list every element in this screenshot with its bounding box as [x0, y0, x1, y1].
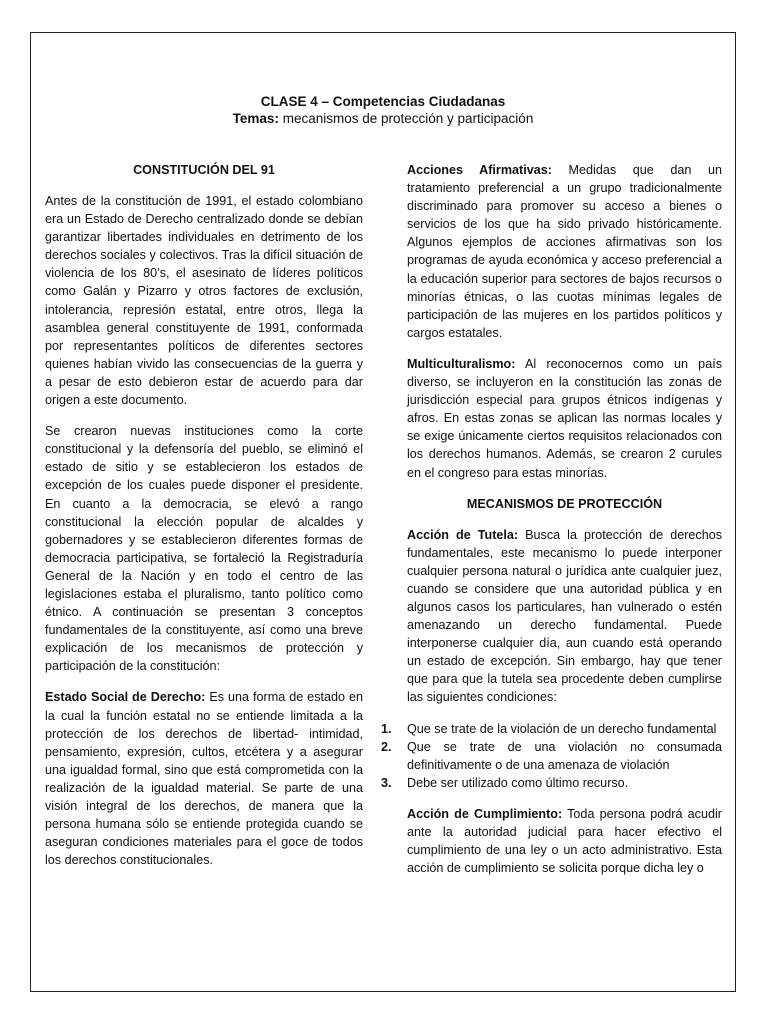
definition-acciones-afirmativas: Medidas que dan un tratamiento preferencial a un grupo tradicionalmente discriminado para promover su acceso a bienes o servicios de los que ha sido privado históricamente. Algunos ejemplos de acciones afirmativas son los programas de ayuda económica y acceso preferencial a la educación superior para sectores de bajos recursos o minorías étnicas, o las cuotas mínimas legales de participación de las mujeres en los partidos políticos y cargos estatales. [407, 163, 722, 340]
paragraph-acciones-afirmativas [407, 161, 722, 342]
right-column [381, 161, 722, 890]
definition-tutela: Busca la protección de derechos fundamentales, este mecanismo lo puede interponer cualquier persona natural o jurídica ante cualquier juez, cuando se considere que una autoridad pública y en algunos casos los particulares, han vulnerado o estén amenazando un derecho fundamental. Puede interponerse cualquier día, aun cuando está operando un estado de excepción. Sin embargo, hay que tener que para que la tutela sea procedente deben cumplirse las siguientes condiciones: [407, 527, 722, 705]
term-cumplimiento: Acción de Cumplimiento: [407, 806, 563, 821]
left-column [45, 161, 363, 882]
definition-estado-social: Es una forma de estado en la cual la función estatal no se entiende limitada a la protección de los derechos de libertad- intimidad, pensamiento, expresión, cultos, etcétera y a asegurar una igualdad formal, sino que está comprometida con la realización de la igualdad material. Se parte de una visión integral de los derechos, de manera que la persona humana sólo se entiende protegida cuando se aseguran condiciones materiales para el goce de todos los derechos constitucionales. [45, 690, 363, 868]
list-number: 1. [381, 721, 392, 736]
term-tutela: Acción de Tutela: [407, 527, 519, 542]
conditions-list [381, 720, 722, 792]
subtitle [31, 110, 735, 127]
document-page [30, 32, 736, 992]
page-title: CLASE 4 – Competencias Ciudadanas [260, 94, 506, 109]
paragraph-multiculturalismo [407, 355, 722, 482]
paragraph-intro: Antes de la constitución de 1991, el estado colombiano era un Estado de Derecho centralizado donde se debían garantizar libertades individuales en detrimento de los derechos sociales y colectivos. Tras la difícil situación de violencia de los 80’s, el asesinato de líderes políticos como Galán y Pizarro y otros factores de exclusión, intolerancia, represión estatal, entre otros, llega la asamblea general constituyente de 1991, conformada por representantes políticos de diferentes sectores quienes habían vivido las consecuencias de la guerra y a pesar de esto debieron estar de acuerdo para dar origen a este documento. [45, 194, 363, 408]
list-number: 3. [381, 775, 392, 790]
term-acciones-afirmativas: Acciones Afirmativas: [407, 163, 552, 177]
list-text: Que se trate de la violación de un derecho fundamental [407, 721, 717, 736]
term-multiculturalismo: Multiculturalismo: [407, 356, 516, 371]
list-number: 2. [381, 739, 392, 754]
paragraph-instituciones: Se crearon nuevas instituciones como la corte constitucional y la defensoría del pueblo, se eliminó el estado de sitio y se establecieron los estados de excepción de los cuales puede disponer el presidente. En cuanto a la democracia, se elevó a rango constitucional la elección popular de alcaldes y gobernadores y se establecieron diferentes formas de democracia participativa, se fortaleció la Registraduría General de la Nación y en todo el centro de las legislaciones estaba el pluralismo, tanto político como étnico. A continuación se presentan 3 conceptos fundamentales de la constituyente, así como una breve explicación de los mecanismos de protección y participación de la constitución: [45, 424, 363, 674]
list-item [381, 774, 722, 792]
document-header [31, 93, 735, 127]
paragraph-estado-social [45, 688, 363, 869]
section-heading-constitucion: CONSTITUCIÓN DEL 91 [133, 163, 275, 177]
list-text: Que se trate de una violación no consumada definitivamente o de una amenaza de violación [407, 739, 722, 772]
list-text: Debe ser utilizado como último recurso. [407, 775, 629, 790]
temas-label: Temas: [232, 111, 279, 126]
section-heading-mecanismos: MECANISMOS DE PROTECCIÓN [466, 496, 663, 511]
definition-cumplimiento: Toda persona podrá acudir ante la autoridad judicial para hacer efectivo el cumplimiento de una ley o un acto administrativo. Esta acción de cumplimiento se solicita porque dicha ley o [407, 806, 722, 876]
paragraph-tutela [407, 526, 722, 707]
definition-multiculturalismo: Al reconocernos como un país diverso, se incluyeron en la constitución las zonas de jurisdicción especial para grupos étnicos indígenas y afros. En estas zonas se aplican las normas locales y se exige únicamente ciertos requisitos relacionados con los derechos humanos. Además, se crearon 2 curules en el congreso para estas minorías. [407, 356, 722, 480]
term-estado-social: Estado Social de Derecho: [45, 690, 206, 705]
temas-text: mecanismos de protección y participación [278, 111, 534, 126]
paragraph-cumplimiento [407, 805, 722, 877]
list-item [381, 738, 722, 774]
list-item [381, 720, 722, 738]
